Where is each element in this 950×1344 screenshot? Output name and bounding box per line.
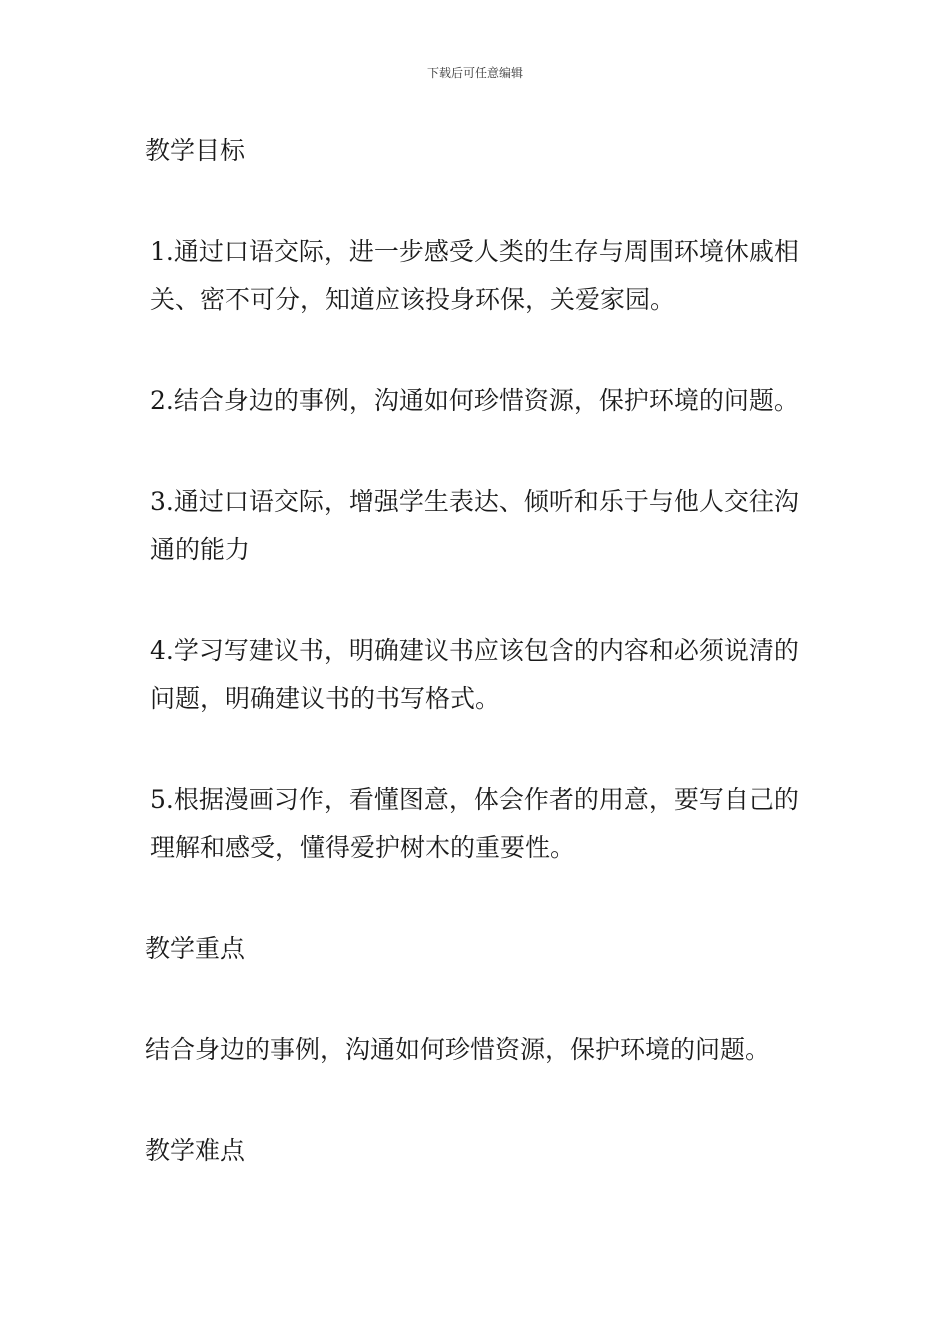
key-point-text: 结合身边的事例，沟通如何珍惜资源，保护环境的问题。 <box>145 1035 771 1064</box>
key-point-heading: 教学重点 <box>145 934 246 963</box>
objective-item-5: 5.根据漫画习作，看懂图意，体会作者的用意，要写自己的理解和感受，懂得爱护树木的重要性。 <box>150 785 799 862</box>
objective-item-1: 1.通过口语交际，进一步感受人类的生存与周围环境休戚相关、密不可分，知道应该投身环保，关爱家园。 <box>150 237 799 314</box>
page-header: 下载后可任意编辑 <box>426 66 523 80</box>
objective-item-4: 4.学习写建议书，明确建议书应该包含的内容和必须说清的问题，明确建议书的书写格式。 <box>150 636 799 713</box>
objective-item-3: 3.通过口语交际，增强学生表达、倾听和乐于与他人交往沟通的能力 <box>150 487 799 564</box>
document-body <box>145 127 810 1228</box>
objectives-heading: 教学目标 <box>145 136 246 165</box>
objective-item-2: 2.结合身边的事例，沟通如何珍惜资源，保护环境的问题。 <box>150 386 799 415</box>
difficulty-heading: 教学难点 <box>145 1136 246 1165</box>
